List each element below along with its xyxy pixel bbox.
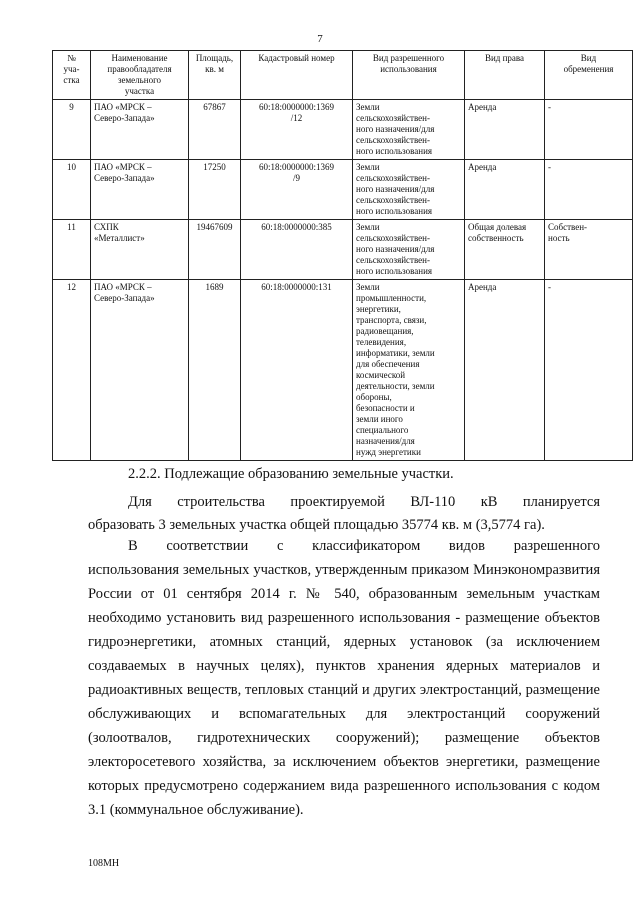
header-right-type: Вид права xyxy=(465,51,545,100)
cell-permitted-use: Земли сельскохозяйствен- ного назначения/для сельскохозяйствен- ного использования xyxy=(353,100,465,160)
cell-owner: ПАО «МРСК – Северо-Запада» xyxy=(91,100,189,160)
header-plot-number: № уча- стка xyxy=(53,51,91,100)
cell-right-type: Аренда xyxy=(465,280,545,461)
paragraph-permitted-use xyxy=(88,534,600,822)
table-row xyxy=(53,160,633,220)
land-plots-table xyxy=(52,50,633,461)
cell-permitted-use: Земли сельскохозяйствен- ного назначения/для сельскохозяйствен- ного использования xyxy=(353,220,465,280)
table-row xyxy=(53,280,633,461)
cell-permitted-use: Земли промышленности, энергетики, транспорта, связи, радиовещания, телевидения, информатики, земли для обеспечения космической деятельности, земли обороны, безопасности и земли иного специального назначения/для нужд энергетики xyxy=(353,280,465,461)
table-header-row xyxy=(53,51,633,100)
table-row xyxy=(53,100,633,160)
cell-cadastral-number: 60:18:0000000:131 xyxy=(241,280,353,461)
cell-encumbrance: Собствен- ность xyxy=(545,220,633,280)
cell-owner: ПАО «МРСК – Северо-Запада» xyxy=(91,160,189,220)
header-owner: Наименование правообладателя земельного участка xyxy=(91,51,189,100)
paragraph-body: использования земельных участков, утвержденным приказом Минэкономразвития России от 01 сентября 2014 г. № 540, образованным земельным участкам необходимо установить вид разрешенного использования - размещение объектов гидроэнергетики, атомных станций, ядерных установок (за исключением создаваемых в научных целях), пунктов хранения ядерных материалов и радиоактивных веществ, тепловых станций и других электростанций, размещение обслуживающих и вспомагательных для электростанций сооружений (золоотвалов, гидротехнических сооружений); размещение объектов электоросетевого хозяйства, за исключением объектов энергетики, размещение которых предусмотрено содержанием вида разрешенного использования с кодом 3.1 (коммунальное обслуживание). xyxy=(88,562,600,818)
header-cadastral-number: Кадастровый номер xyxy=(241,51,353,100)
cell-plot-number: 11 xyxy=(53,220,91,280)
page-number: 7 xyxy=(317,33,323,45)
cell-right-type: Аренда xyxy=(465,100,545,160)
cell-area: 67867 xyxy=(189,100,241,160)
cell-area: 17250 xyxy=(189,160,241,220)
cell-encumbrance: - xyxy=(545,160,633,220)
paragraph-plot-formation xyxy=(88,491,600,537)
table-row xyxy=(53,220,633,280)
header-area: Площадь, кв. м xyxy=(189,51,241,100)
cell-encumbrance: - xyxy=(545,280,633,461)
header-encumbrance: Вид обременения xyxy=(545,51,633,100)
paragraph-first-line: В соответствии с классификатором видов разрешенного xyxy=(128,538,600,554)
header-permitted-use: Вид разрешенного использования xyxy=(353,51,465,100)
cell-owner: ПАО «МРСК – Северо-Запада» xyxy=(91,280,189,461)
cell-permitted-use: Земли сельскохозяйствен- ного назначения/для сельскохозяйствен- ного использования xyxy=(353,160,465,220)
cell-cadastral-number: 60:18:0000000:1369 /12 xyxy=(241,100,353,160)
cell-owner: СХПК «Металлист» xyxy=(91,220,189,280)
cell-area: 19467609 xyxy=(189,220,241,280)
paragraph-first-line: Для строительства проектируемой ВЛ-110 кВ планируется xyxy=(128,494,600,510)
cell-cadastral-number: 60:18:0000000:1369 /9 xyxy=(241,160,353,220)
cell-cadastral-number: 60:18:0000000:385 xyxy=(241,220,353,280)
footer-document-code: 108МН xyxy=(88,858,120,869)
paragraph-body: образовать 3 земельных участка общей площадью 35774 кв. м (3,5774 га). xyxy=(88,517,545,533)
cell-right-type: Аренда xyxy=(465,160,545,220)
section-heading: 2.2.2. Подлежащие образованию земельные участки. xyxy=(128,466,454,482)
cell-area: 1689 xyxy=(189,280,241,461)
cell-plot-number: 12 xyxy=(53,280,91,461)
cell-plot-number: 9 xyxy=(53,100,91,160)
cell-encumbrance: - xyxy=(545,100,633,160)
cell-right-type: Общая долевая собственность xyxy=(465,220,545,280)
cell-plot-number: 10 xyxy=(53,160,91,220)
